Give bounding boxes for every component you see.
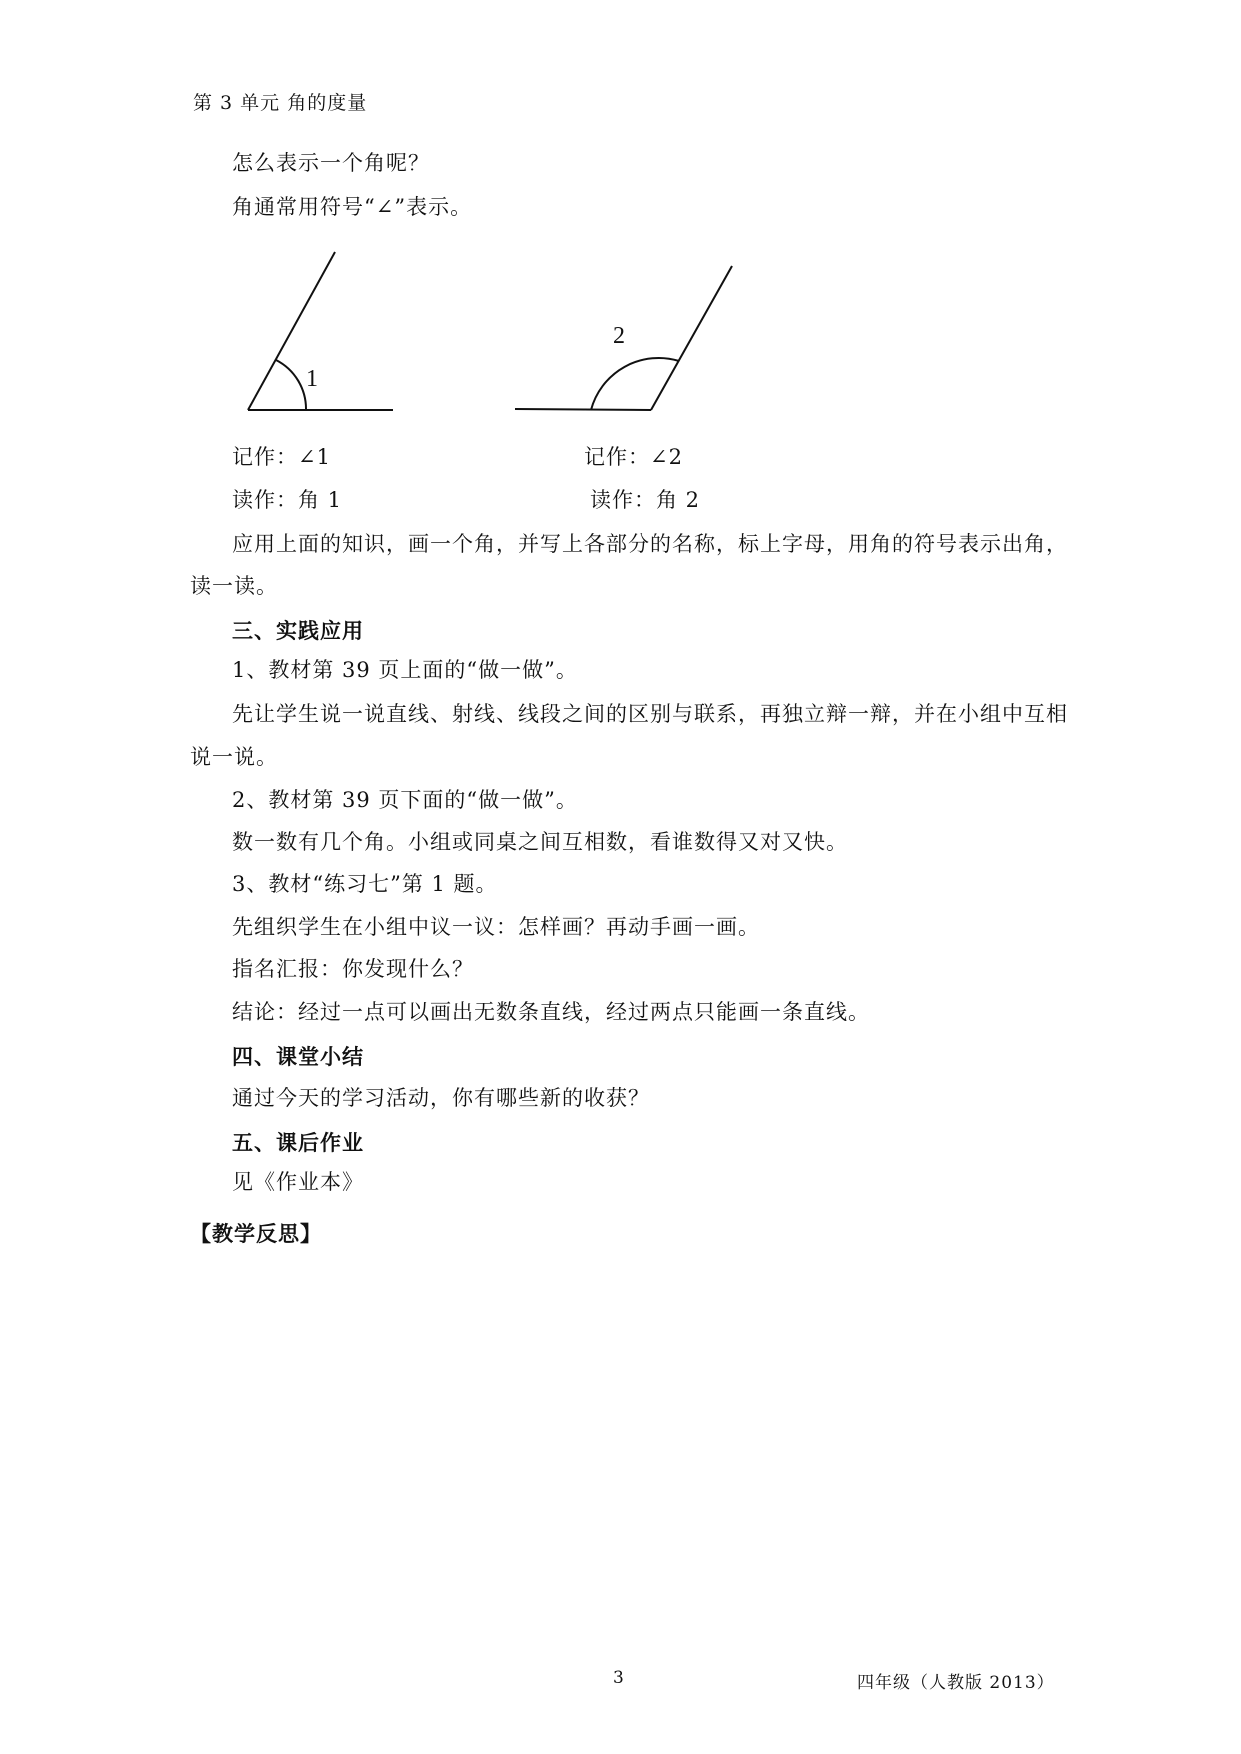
- section-3-heading: 三、实践应用: [232, 619, 364, 643]
- page-header: 第 3 单元 角的度量: [193, 92, 368, 114]
- intro-question: 怎么表示一个角呢？: [232, 151, 430, 175]
- angle-1-notation-read: 读作：角 1: [232, 488, 343, 512]
- section-3-item-3-text-2: 指名汇报：你发现什么？: [232, 957, 474, 981]
- angle-1-side-slanted: [248, 252, 335, 410]
- angle-1-label: 1: [306, 366, 318, 392]
- angle-1-notation-written: 记作：∠1: [232, 445, 331, 469]
- section-3-item-1-text-line1: 先让学生说一说直线、射线、线段之间的区别与联系，再独立辩一辩，并在小组中互相: [232, 702, 1068, 726]
- section-5-heading: 五、课后作业: [232, 1131, 364, 1155]
- apply-paragraph-line1: 应用上面的知识，画一个角，并写上各部分的名称，标上字母，用角的符号表示出角，: [232, 532, 1068, 556]
- section-3-item-2-text: 数一数有几个角。小组或同桌之间互相数，看谁数得又对又快。: [232, 830, 848, 854]
- reflection-heading: 【教学反思】: [190, 1222, 322, 1246]
- angle-1-figure: [248, 252, 393, 410]
- section-3-item-3-text-1: 先组织学生在小组中议一议：怎样画？再动手画一画。: [232, 915, 760, 939]
- angle-2-side-slanted: [651, 266, 732, 410]
- angle-2-notation-read: 读作：角 2: [590, 488, 701, 512]
- section-4-heading: 四、课堂小结: [232, 1045, 364, 1069]
- angle-1-arc: [276, 360, 306, 410]
- angle-2-notation-written: 记作：∠2: [584, 445, 683, 469]
- section-3-item-3-text-3: 结论：经过一点可以画出无数条直线，经过两点只能画一条直线。: [232, 1000, 870, 1024]
- section-3-item-2: 2、教材第 39 页下面的“做一做”。: [232, 788, 578, 812]
- section-5-text: 见《作业本》: [232, 1170, 364, 1194]
- section-3-item-1-text-line2: 说一说。: [190, 745, 278, 769]
- section-4-text: 通过今天的学习活动，你有哪些新的收获？: [232, 1086, 650, 1110]
- angle-2-label: 2: [613, 323, 625, 349]
- section-3-item-1: 1、教材第 39 页上面的“做一做”。: [232, 658, 578, 682]
- apply-paragraph-line2: 读一读。: [190, 574, 278, 598]
- page-number: 3: [613, 1668, 625, 1688]
- intro-symbol-line: 角通常用符号“∠”表示。: [232, 195, 473, 219]
- footer-edition: 四年级（人教版 2013）: [857, 1673, 1055, 1693]
- angle-2-side-horizontal: [515, 409, 651, 410]
- section-3-item-3: 3、教材“练习七”第 1 题。: [232, 872, 498, 896]
